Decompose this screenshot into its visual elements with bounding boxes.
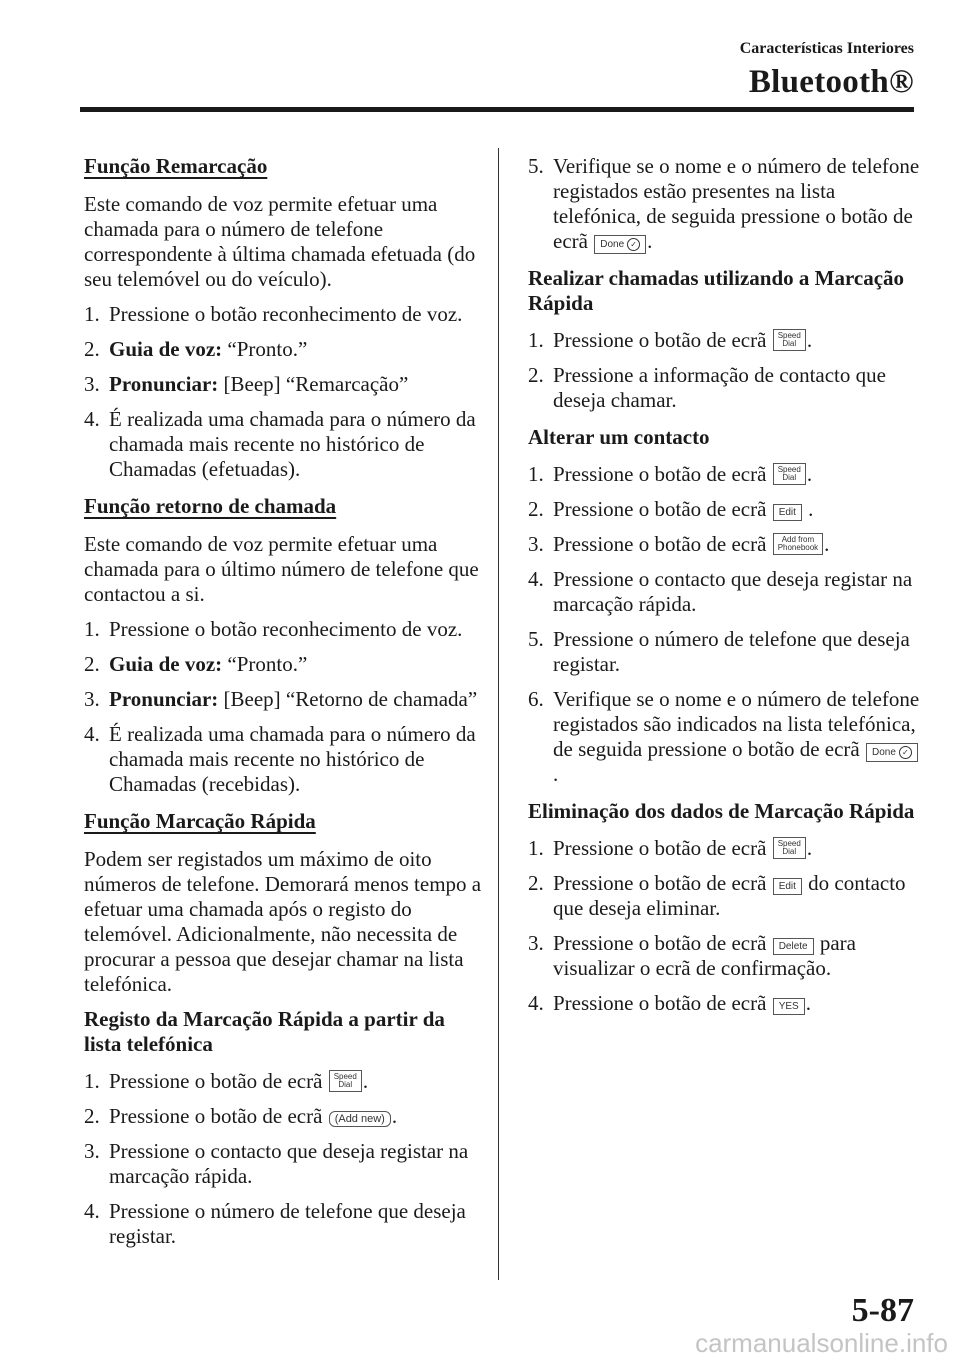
list-item: 1. Pressione o botão de ecrã Speed Dial . [528,462,813,486]
speed-dial-button-icon: Speed Dial [773,329,806,351]
intro-retorno: Este comando de voz permite efetuar uma chamada para o último número de telefone que contactou a si. [84,532,479,606]
list-item: 1. Pressione o botão de ecrã Speed Dial . [528,836,813,860]
heading-registo-lista: Registo da Marcação Rápida a partir da lista telefónica [84,1007,445,1056]
watermark: carmanualsonline.info [695,1328,948,1358]
heading-realizar-chamadas: Realizar chamadas utilizando a Marcação Rápida [528,266,905,315]
intro-marcacao-rapida: Podem ser registados um máximo de oito números de telefone. Demorará menos tempo a efetuar uma chamada após o registo do telemóvel. Adicionalmente, não necessita de procurar a pessoa que desejar chamar na lista telefónica. [84,847,482,996]
list-item: 4. É realizada uma chamada para o número da chamada mais recente no histórico de Chamadas (efetuadas). [84,407,476,481]
list-item: 1. Pressione o botão reconhecimento de voz. [84,617,463,641]
intro-remarcacao: Este comando de voz permite efetuar uma chamada para o número de telefone correspondente à última chamada efetuada (do seu telemóvel ou do veículo). [84,192,476,291]
heading-retorno: Função retorno de chamada [84,494,337,518]
list-item: 1. Pressione o botão de ecrã Speed Dial . [528,328,813,352]
list-item: 2. Pressione o botão de ecrã Edit do contacto que deseja eliminar. [528,871,906,920]
add-new-button-icon: (Add new) [329,1111,391,1127]
list-item: 3. Pressione o botão de ecrã Delete para visualizar o ecrã de confirmação. [528,931,856,980]
list-item: 3. Pronunciar: [Beep] “Remarcação” [84,372,409,396]
list-item: 2. Pressione o botão de ecrã Edit . [528,497,814,521]
check-icon: ✓ [899,746,912,759]
left-column [84,154,482,1261]
section-title: Características Interiores [739,40,914,57]
list-item: 3. Pressione o botão de ecrã Add from Phonebook . [528,532,830,556]
steps-registo-lista [84,1069,482,1249]
list-item: 6. Verifique se o nome e o número de telefone registados são indicados na lista telefónica, de seguida pressione o botão de ecrã Done ✓. [528,687,920,786]
list-item: 4. Pressione o botão de ecrã YES . [528,991,811,1015]
steps-alterar-contacto [528,462,920,787]
steps-realizar-chamadas [528,328,920,413]
heading-alterar-contacto: Alterar um contacto [528,425,710,449]
speed-dial-button-icon: Speed Dial [773,463,806,485]
list-item: 3. Pressione o contacto que deseja registar na marcação rápida. [84,1139,469,1188]
list-item: 2. Pressione a informação de contacto que deseja chamar. [528,363,886,412]
delete-button-icon: Delete [773,938,814,955]
list-item: 5. Pressione o número de telefone que deseja registar. [528,627,910,676]
speed-dial-button-icon: Speed Dial [773,837,806,859]
list-item: 4. Pressione o número de telefone que deseja registar. [84,1199,466,1248]
steps-remarcacao [84,302,482,482]
list-item: 3. Pronunciar: [Beep] “Retorno de chamada” [84,687,478,711]
list-item: 2. Guia de voz: “Pronto.” [84,337,308,361]
column-divider [498,148,499,1280]
heading-remarcacao: Função Remarcação [84,154,268,178]
check-icon: ✓ [627,238,640,251]
list-item: 1. Pressione o botão de ecrã Speed Dial . [84,1069,369,1093]
header-rule [80,107,914,112]
done-button-icon: Done ✓ [866,743,918,762]
add-from-phonebook-button-icon: Add from Phonebook [773,533,823,555]
right-column [528,154,920,1028]
yes-button-icon: YES [773,998,805,1015]
edit-button-icon: Edit [773,878,802,895]
list-item: 4. É realizada uma chamada para o número da chamada mais recente no histórico de Chamadas (recebidas). [84,722,476,796]
steps-registo-lista-cont [528,154,920,254]
list-item: 2. Guia de voz: “Pronto.” [84,652,308,676]
speed-dial-button-icon: Speed Dial [329,1070,362,1092]
page-title: Bluetooth® [748,64,914,100]
done-button-icon: Done ✓ [594,235,646,254]
list-item: 5. Verifique se o nome e o número de telefone registados estão presentes na lista telefónica, de seguida pressione o botão de ecrã Done ✓ . [528,154,920,253]
list-item: 1. Pressione o botão reconhecimento de voz. [84,302,463,326]
heading-eliminacao: Eliminação dos dados de Marcação Rápida [528,799,915,823]
steps-eliminacao [528,836,920,1016]
page-number: 5-87 [851,1292,914,1329]
edit-button-icon: Edit [773,504,802,521]
list-item: 2. Pressione o botão de ecrã (Add new) . [84,1104,398,1128]
heading-marcacao-rapida: Função Marcação Rápida [84,809,316,833]
steps-retorno [84,617,482,797]
list-item: 4. Pressione o contacto que deseja registar na marcação rápida. [528,567,913,616]
